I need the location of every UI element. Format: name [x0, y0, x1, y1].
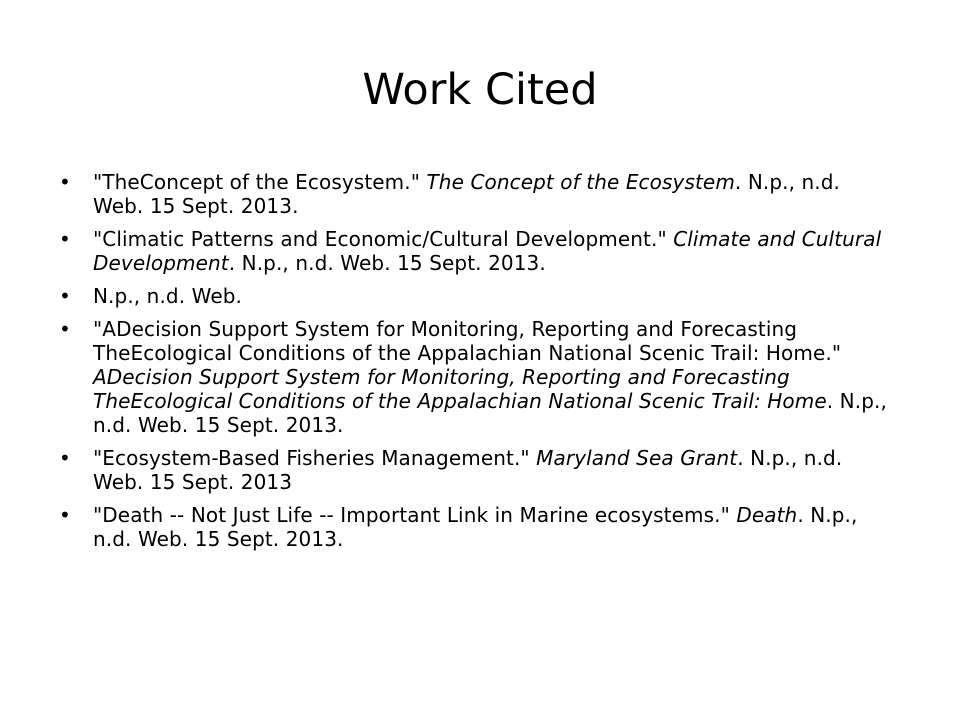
citation-text: N.p., n.d. Web. — [93, 284, 242, 308]
citation-item — [57, 503, 887, 551]
citation-text: "Death -- Not Just Life -- Important Link in Marine ecosystems." — [93, 503, 737, 527]
bullet-icon: • — [59, 170, 71, 194]
citation-text: "Climatic Patterns and Economic/Cultural Development." — [93, 227, 674, 251]
bullet-icon: • — [59, 446, 71, 470]
bullet-icon: • — [59, 503, 71, 527]
citation-source-title: Death — [736, 503, 798, 527]
bullet-icon: • — [59, 284, 71, 308]
citation-text: "ADecision Support System for Monitoring, Reporting and Forecasting TheEcological Conditions of the Appalachian National Scenic Trail: Home." — [93, 317, 842, 365]
slide-title: Work Cited — [362, 65, 598, 115]
citation-source-title: ADecision Support System for Monitoring, Reporting and Forecasting TheEcological Conditions of the Appalachian National Scenic Trail: Home — [93, 365, 827, 413]
citation-details: . N.p., n.d. Web. 15 Sept. 2013. — [228, 251, 546, 275]
citation-details: . N.p., n.d. Web. 15 Sept. 2013 — [93, 446, 843, 494]
citation-item — [57, 284, 887, 308]
citation-item — [57, 170, 887, 218]
bullet-icon: • — [59, 317, 71, 341]
citation-source-title: Climate and Cultural Development — [93, 227, 882, 275]
citation-source-title: The Concept of the Ecosystem — [426, 170, 735, 194]
citation-item — [57, 446, 887, 494]
citation-details: . N.p., n.d. Web. 15 Sept. 2013. — [93, 503, 858, 551]
bullet-icon: • — [59, 227, 71, 251]
citation-text: "TheConcept of the Ecosystem." — [93, 170, 427, 194]
citation-details: . N.p., n.d. Web. 15 Sept. 2013. — [93, 170, 840, 218]
citation-item — [57, 317, 887, 437]
citation-text: "Ecosystem-Based Fisheries Management." — [93, 446, 537, 470]
citation-list — [57, 170, 887, 560]
citation-item — [57, 227, 887, 275]
citation-source-title: Maryland Sea Grant — [536, 446, 738, 470]
citation-details: . N.p., n.d. Web. 15 Sept. 2013. — [93, 389, 887, 437]
